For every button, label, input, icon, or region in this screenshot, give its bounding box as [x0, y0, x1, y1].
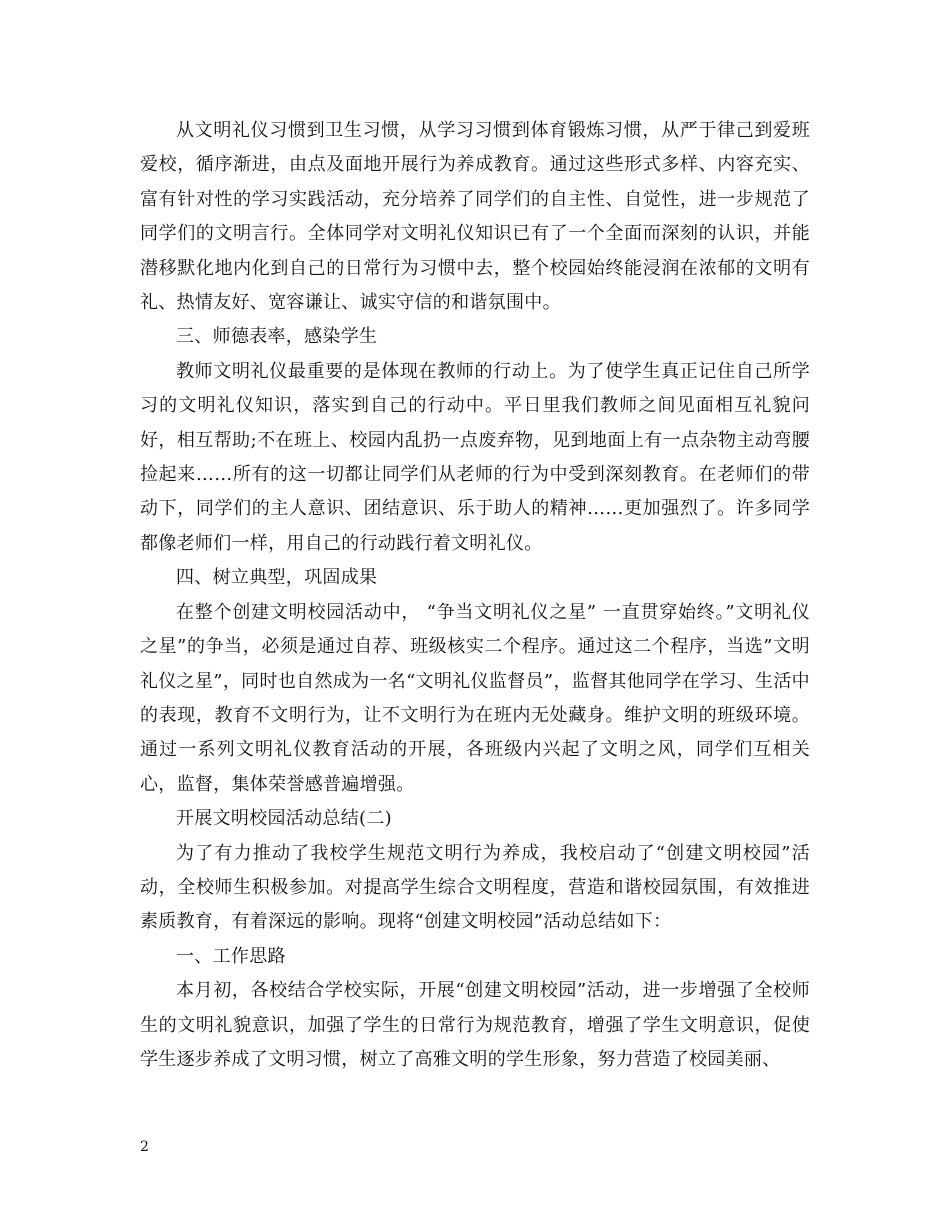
paragraph: 从文明礼仪习惯到卫生习惯，从学习习惯到体育锻炼习惯，从严于律己到爱班爱校，循序渐进，由点及面地开展行为养成教育。通过这些形式多样、内容充实、富有针对性的学习实践活动，充分培养了同学们的自主性、自觉性，进一步规范了同学们的文明言行。全体同学对文明礼仪知识已有了一个全面而深刻的认识，并能潜移默化地内化到自己的日常行为习惯中去，整个校园始终能浸润在浓郁的文明有礼、热情友好、宽容谦让、诚实守信的和谐氛围中。 [140, 120, 810, 314]
paragraph: 本月初，各校结合学校实际，开展“创建文明校园”活动，进一步增强了全校师生的文明礼貌意识，加强了学生的日常行为规范教育，增强了学生文明意识，促使学生逐步养成了文明习惯，树立了高雅文明的学生形象，努力营造了校园美丽、 [140, 980, 810, 1070]
paragraph: 为了有力推动了我校学生规范文明行为养成，我校启动了“创建文明校园”活动，全校师生积极参加。对提高学生综合文明程度，营造和谐校园氛围，有效推进素质教育，有着深远的影响。现将“创建文明校园”活动总结如下： [140, 842, 810, 933]
section-heading: 四、树立典型，巩固成果 [176, 567, 378, 589]
body-text [140, 114, 810, 1077]
article-title: 开展文明校园活动总结(二) [176, 808, 392, 830]
paragraph: 教师文明礼仪最重要的是体现在教师的行动上。为了使学生真正记住自己所学习的文明礼仪知识，落实到自己的行动中。平日里我们教师之间见面相互礼貌问好，相互帮助;不在班上、校园内乱扔一点废弃物，见到地面上有一点杂物主动弯腰捡起来……所有的这一切都让同学们从老师的行为中受到深刻教育。在老师们的带动下，同学们的主人意识、团结意识、乐于助人的精神……更加强烈了。许多同学都像老师们一样，用自己的行动践行着文明礼仪。 [140, 360, 810, 554]
paragraph: 在整个创建文明校园活动中， “争当文明礼仪之星” 一直贯穿始终。”文明礼仪之星”的争当，必须是通过自荐、班级核实二个程序。通过这二个程序，当选”文明礼仪之星”，同时也自然成为一名“文明礼仪监督员”，监督其他同学在学习、生活中的表现，教育不文明行为，让不文明行为在班内无处藏身。维护文明的班级环境。通过一系列文明礼仪教育活动的开展，各班级内兴起了文明之风，同学们互相关心，监督，集体荣誉感普遍增强。 [140, 601, 810, 795]
page-number: 2 [140, 1139, 149, 1155]
section-heading: 一、工作思路 [176, 945, 286, 967]
section-heading: 三、师德表率，感染学生 [176, 326, 378, 348]
